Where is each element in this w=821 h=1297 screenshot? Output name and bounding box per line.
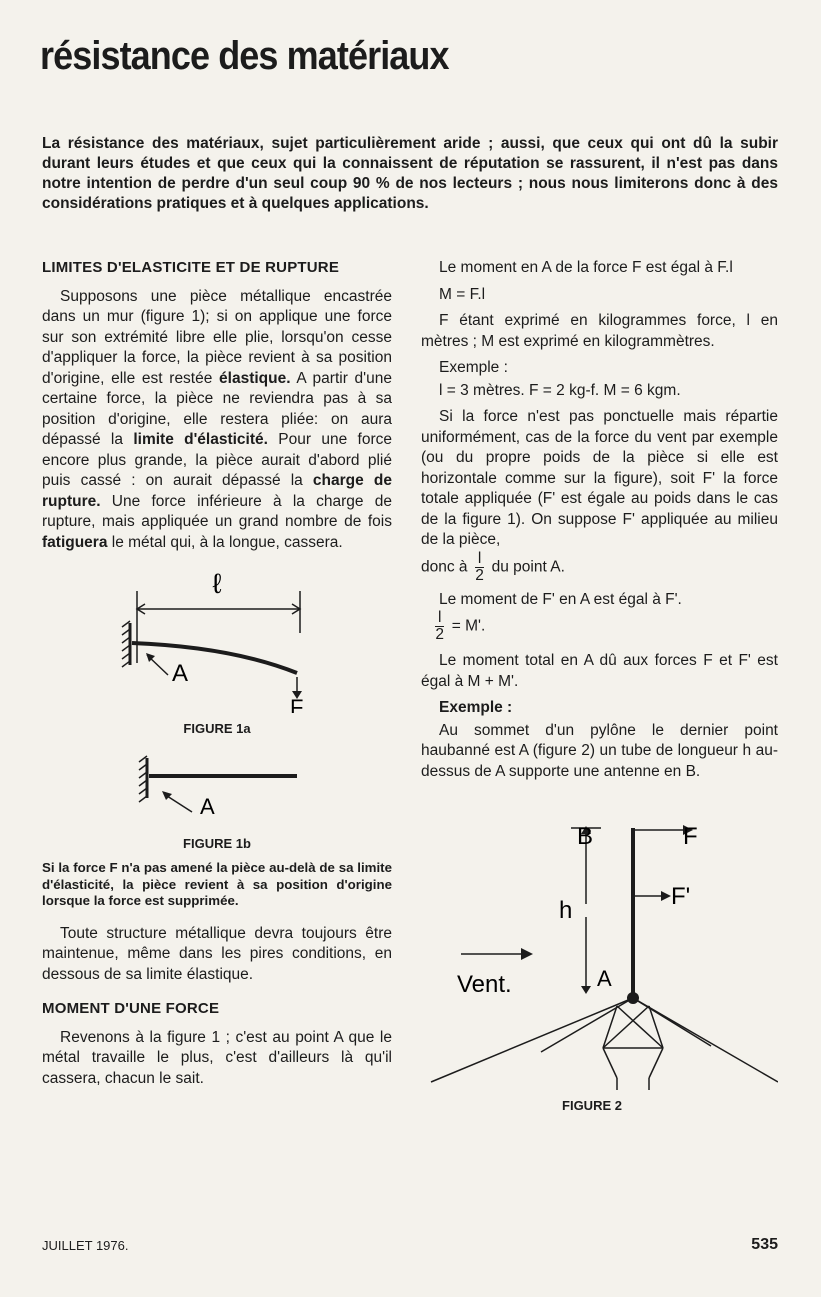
text-run: = M'.: [451, 617, 486, 635]
figure-2-label-h: h: [559, 897, 573, 924]
fraction-l-over-2: [435, 610, 444, 643]
text-run: Une force inférieure à la charge de rupture, mais appliquée un grand nombre de fois: [42, 492, 392, 530]
figure-1a-label-a: A: [172, 660, 189, 687]
figure-1b: [42, 754, 392, 824]
example-line: l = 3 mètres. F = 2 kg-f. M = 6 kgm.: [439, 381, 681, 399]
figure-1b-caption: FIGURE 1b: [183, 835, 251, 851]
figure-2-label-vent: Vent.: [457, 971, 512, 998]
term-fatiguera: fatiguera: [42, 533, 108, 551]
example-label: Exemple :: [439, 359, 508, 376]
moment-fprime: Le moment de F' en A est égal à F'.: [439, 590, 682, 608]
text-run: Supposons une pièce métallique encastrée dans un mur (figure 1); si on applique une force sur son extrémité libre elle plie, lorsqu'on cesse d'appliquer la force, la pièce revient à sa position d'origine, elle est restée: [42, 287, 392, 387]
fraction-numerator: l: [475, 551, 484, 568]
moment-fprime-eq: [421, 610, 778, 643]
term-charge-rupture: charge de rupture.: [42, 472, 392, 510]
text-run: Pour une force encore plus grande, la pièce aurait d'abord plié puis cassé : on aurait dépassé la: [42, 431, 392, 489]
figure-2-drawing: [421, 820, 778, 1120]
intro-paragraph: La résistance des matériaux, sujet particulièrement aride ; aussi, que ceux qui ont dû la subir durant leurs études et que ceux qui la connaissent de réputation se rassurent, il n'est pas dans notre intention de perdre d'un seul coup 90 % de nos lecteurs ; nous nous limiterons donc à des considérations pratiques et à quelques applications.: [42, 135, 778, 212]
formula-m: M = F.l: [439, 285, 486, 303]
fraction-denominator: 2: [475, 566, 484, 584]
distributed-force-end: [421, 551, 778, 584]
total-moment-paragraph: Le moment total en A dû aux forces F et F' est égal à M + M'.: [421, 652, 778, 690]
figure-2: [421, 820, 778, 1120]
page-number: 535: [751, 1236, 778, 1253]
figure-1a-label-f: F: [290, 695, 304, 713]
figure-2-label-b: B: [577, 823, 594, 850]
text-run: du point A.: [491, 558, 565, 576]
figure-1a-label-l: ℓ: [212, 568, 222, 599]
elasticity-paragraph: [42, 287, 392, 554]
figure-2-label-a: A: [597, 966, 612, 991]
text-run: donc à: [421, 558, 468, 576]
moment-paragraph: Revenons à la figure 1 ; c'est au point A que le métal travaille le plus, c'est d'ailleurs là qu'il cassera, chacun le sait.: [42, 1028, 392, 1087]
right-column: [421, 258, 778, 1120]
figure-2-caption: FIGURE 2: [562, 1098, 622, 1113]
section-heading-moment: MOMENT D'UNE FORCE: [42, 1000, 220, 1017]
figure-1a-caption: FIGURE 1a: [183, 721, 251, 736]
page-title: résistance des matériaux: [40, 34, 449, 78]
fraction-l-over-2: [475, 551, 484, 584]
fraction-denominator: 2: [435, 626, 445, 643]
figure-1a: [42, 563, 392, 713]
pylon-paragraph: Au sommet d'un pylône le dernier point haubanné est A (figure 2) un tube de longueur h au-dessus de A supporte une antenne en B.: [421, 721, 778, 780]
footer-date: JUILLET 1976.: [42, 1238, 129, 1253]
left-column: [42, 258, 392, 1095]
figure-2-label-fprime: F': [671, 883, 691, 910]
moment-definition: Le moment en A de la force F est égal à F.l: [439, 259, 733, 276]
figure-1b-drawing: [42, 754, 392, 824]
figure-1a-drawing: [42, 563, 392, 713]
term-limite-elasticite: limite d'élasticité.: [133, 431, 268, 448]
fraction-numerator: l: [435, 610, 444, 627]
example2-label: Exemple :: [439, 699, 513, 716]
distributed-force-paragraph: Si la force n'est pas ponctuelle mais répartie uniformément, cas de la force du vent par exemple (ou du propre poids de la pièce si elle est horizontale comme sur la figure), soit F' la force totale appliquée (F' est égale au poids dans le cas de la figure 1). On suppose F' appliquée au milieu de la pièce,: [421, 408, 778, 548]
text-run: le métal qui, à la longue, cassera.: [107, 533, 343, 551]
structure-paragraph: Toute structure métallique devra toujours être maintenue, même dans les pires conditions, en dessous de sa limite élastique.: [42, 924, 392, 983]
figure-1b-label-a: A: [200, 793, 215, 819]
units-paragraph: F étant exprimé en kilogrammes force, l en mètres ; M est exprimé en kilogrammètres.: [421, 312, 778, 350]
section-heading-elasticity: LIMITES D'ELASTICITE ET DE RUPTURE: [42, 259, 340, 276]
figure-2-label-f: F: [683, 823, 698, 850]
text-run: A partir d'une certaine force, la pièce ne reviendra pas à sa position d'origine, elle restera pliée: on aura dépassé la: [42, 369, 392, 448]
figure-1-note: Si la force F n'a pas amené la pièce au-delà de sa limite d'élasticité, la pièce revient à sa position d'origine lorsque la force est supprimée.: [42, 860, 392, 908]
term-elastique: élastique.: [219, 369, 291, 387]
